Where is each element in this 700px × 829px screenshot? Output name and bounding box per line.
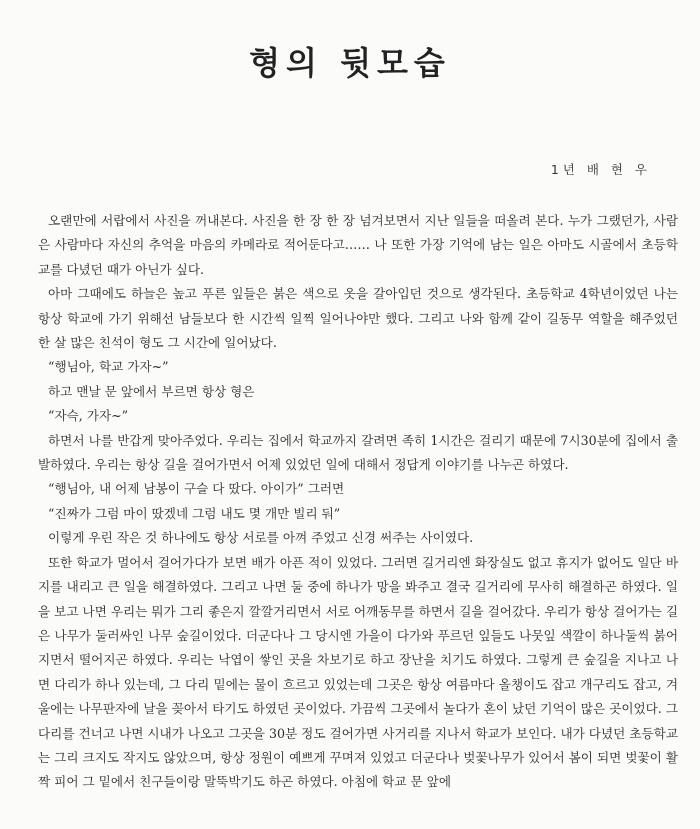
paragraph: 하고 맨날 문 앞에서 부르면 항상 형은 [48, 383, 255, 399]
paragraph: 하면서 나를 반갑게 맞아주었다. 우리는 집에서 학교까지 갈려면 족히 1시간은 걸리기 때문에 7시30분에 집에서 출발하였다. 우리는 항상 길을 걸어가면서 어제 있었던 일에 대해서 정답게 이야기를 나누곤 하였다. [38, 432, 678, 473]
paragraph: 이렇게 우린 작은 것 하나에도 항상 서로를 아껴 주었고 신경 써주는 사이였다. [48, 530, 474, 546]
author-byline: 1년 배 현 우 [550, 162, 651, 177]
dialogue-line: “자슥, 가자~” [48, 408, 129, 424]
dialogue-line: “행님아, 내 어제 남봉이 구슬 다 땄다. 아이가” 그러면 [48, 481, 345, 497]
essay-body [38, 209, 678, 795]
paragraph: 아마 그때에도 하늘은 높고 푸른 잎들은 붉은 색으로 옷을 갈아입던 것으로 생각된다. 초등학교 4학년이었던 나는 항상 학교에 가기 위해선 남들보다 한 시간씩 일찍 일어나야만 했다. 그리고 나와 함께 같이 길동무 역할을 해주었던 한 살 많은 친석이 형도 그 시간에 일어났다. [38, 286, 678, 351]
dialogue-line: “진짜가 그럼 마이 땄겠네 그럼 내도 몇 개만 빌리 둬” [48, 505, 341, 521]
paragraph: 오랜만에 서랍에서 사진을 꺼내본다. 사진을 한 장 한 장 넘겨보면서 지난 일들을 떠올려 본다. 누가 그랬던가, 사람은 사람마다 자신의 추억을 마음의 카메라로 적어둔다고…… 나 또한 가장 기억에 남는 일은 아마도 시골에서 초등학교를 다녔던 때가 아닌가 싶다. [38, 213, 678, 277]
dialogue-line: “행님아, 학교 가자~” [48, 359, 169, 375]
page-title: 형의 뒷모습 [249, 44, 451, 82]
paragraph: 또한 학교가 멀어서 걸어가다가 보면 배가 아픈 적이 있었다. 그러면 길거리엔 화장실도 없고 휴지가 없어도 일단 바지를 내리고 큰 일을 해결하였다. 그리고 나면 둘 중에 하나가 망을 봐주고 결국 길거리에 무사히 해결하곤 하였다. 일을 보고 나면 우리는 뭐가 그리 좋은지 깔깔거리면서 서로 어깨동무를 하면서 길을 걸어갔다. 우리가 항상 걸어가는 길은 나무가 둘러싸인 나무 숲길이었다. 더군다나 그 당시엔 가을이 다가와 푸르던 잎들도 나뭇잎 색깔이 하나둘씩 붉어지면서 떨어지곤 하였다. 우리는 낙엽이 쌓인 곳을 차보기로 하고 장난을 치기도 하였다. 그렇게 큰 숲길을 지나고 나면 다리가 하나 있는데, 그 다리 밑에는 물이 흐르고 있었는데 그곳은 항상 여름마다 올챙이도 잡고 개구리도 잡고, 겨울에는 나무판자에 날을 꽂아서 타기도 하였던 곳이었다. 가끔씩 그곳에서 놀다가 혼이 났던 기억이 많은 곳이었다. 그 다리를 건너고 나면 시내가 나오고 그곳을 30분 정도 걸어가면 사거리를 지나서 학교가 보인다. 내가 다녔던 초등학교는 그리 크지도 작지도 않았으며, 항상 정원이 예쁘게 꾸며져 있었고 더군다나 벚꽃나무가 있어서 봄이 되면 벚꽃이 활짝 피어 그 밑에서 친구들이랑 말뚝박기도 하곤 하였다. 아침에 학교 문 앞에 [38, 554, 678, 790]
